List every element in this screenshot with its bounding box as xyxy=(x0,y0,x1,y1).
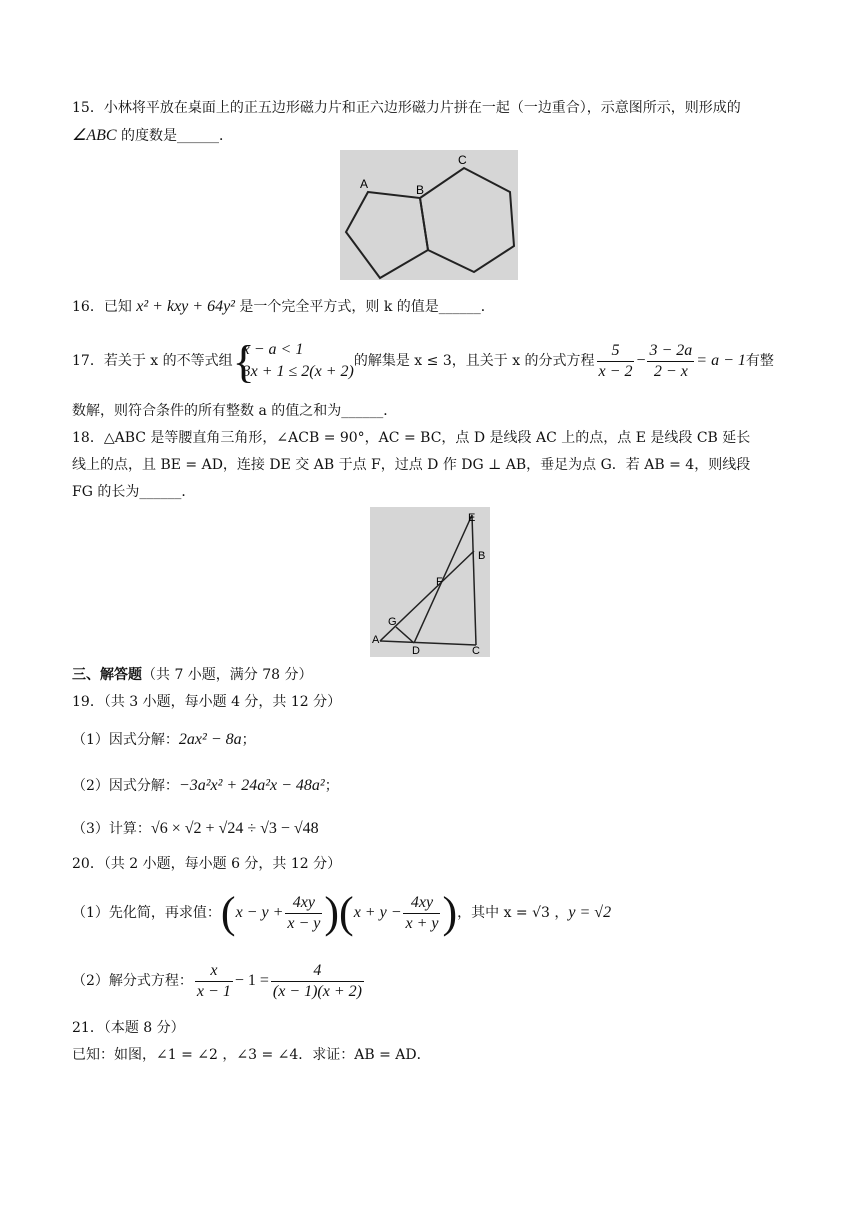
frac1-numerator: 5 xyxy=(611,341,620,359)
pentagon-hexagon-drawing xyxy=(340,150,518,280)
q16-text xyxy=(72,297,495,317)
q20-p2-f1-denominator: x − 1 xyxy=(196,982,231,1000)
q20-p2-f1-numerator: x xyxy=(210,961,218,979)
fraction-5-over-x-2 xyxy=(597,341,635,382)
label-c: C xyxy=(458,153,467,167)
q15-text-line2 xyxy=(72,126,233,146)
section3-title: 三、解答题 xyxy=(72,667,142,683)
fraction-3-2a-over-2-x xyxy=(647,341,694,382)
right-paren-icon-2: ) xyxy=(442,888,458,937)
q20-p2-label: （2）解分式方程： xyxy=(72,973,193,989)
inequality-2: 3x + 1 ≤ 2(x + 2) xyxy=(242,363,354,380)
label-a: A xyxy=(360,177,369,191)
q18-text-line2: 线上的点，且 BE = AD，连接 DE 交 AB 于点 F，过点 D 作 DG ⊥ AB，垂足为点 G．若 AB = 4，则线段 xyxy=(72,457,751,473)
label-e: E xyxy=(468,512,476,524)
q20-p1-y: y = √2 xyxy=(568,904,612,921)
q15-blank-text: 的度数是______． xyxy=(116,128,234,144)
fraction-x-over-x-1 xyxy=(195,961,233,1002)
q16-expression: x² + kxy + 64y² xyxy=(136,298,235,315)
inequality-1: x − a < 1 xyxy=(242,341,304,358)
q20-p2-f2-numerator: 4 xyxy=(313,961,322,979)
q20-p1-label: （1）先化简，再求值： xyxy=(72,905,221,921)
label-g: G xyxy=(388,616,397,628)
fraction-4xy-over-x+y xyxy=(403,893,440,934)
frac2-denominator: 2 − x xyxy=(647,361,694,382)
q17-text-line2: 数解，则符合条件的所有整数 a 的值之和为______． xyxy=(72,403,398,419)
q21-head: 21．（本题 8 分） xyxy=(72,1020,185,1036)
q20-part1 xyxy=(72,888,611,938)
q19-head: 19．（共 3 小题，每小题 4 分，共 12 分） xyxy=(72,694,342,710)
q20-p2-mid: − 1 = xyxy=(234,972,269,989)
hexagon-shape xyxy=(420,168,514,272)
q20-f1-denominator: x − y xyxy=(287,914,321,932)
q20-head: 20．（共 2 小题，每小题 6 分，共 12 分） xyxy=(72,856,342,872)
left-paren-icon: ( xyxy=(220,888,236,937)
label-a2: A xyxy=(372,634,380,646)
q19-p1-expr: 2ax² − 8a xyxy=(178,731,242,748)
minus-sign: − xyxy=(636,352,646,369)
brace-icon: { xyxy=(232,336,255,387)
label-b2: B xyxy=(478,550,486,562)
pentagon-hexagon-figure xyxy=(340,150,518,280)
q17-mid: 的解集是 x ≤ 3，且关于 x 的分式方程 xyxy=(353,353,595,369)
q19-p2-end: ； xyxy=(324,778,339,794)
section3-note: （共 7 小题，满分 78 分） xyxy=(142,667,313,683)
q20-p2-f2-denominator: (x − 1)(x + 2) xyxy=(272,982,362,1000)
frac2-numerator: 3 − 2a xyxy=(649,341,693,359)
q19-part3 xyxy=(72,819,319,839)
q19-p1-label: （1）因式分解： xyxy=(72,732,179,748)
q18-text-line3: FG 的长为______． xyxy=(72,484,196,500)
q20-part2 xyxy=(72,956,366,1006)
q16-suffix: 是一个完全平方式，则 k 的值是______． xyxy=(234,299,495,315)
q19-p3-expr: √6 × √2 + √24 ÷ √3 − √48 xyxy=(150,820,319,837)
label-b: B xyxy=(416,183,425,197)
pentagon-shape xyxy=(346,192,428,278)
q20-f2-denominator: x + y xyxy=(405,914,439,932)
q20-p1-b: x + y − xyxy=(353,904,402,921)
angle-abc: ∠ABC xyxy=(72,127,117,144)
right-paren-icon: ) xyxy=(324,888,340,937)
q20-f1-numerator: 4xy xyxy=(292,893,315,911)
q21-body: 已知：如图，∠1 = ∠2 ，∠3 = ∠4．求证：AB = AD． xyxy=(72,1047,431,1063)
q17-rhs: = a − 1 xyxy=(696,352,746,369)
q17-end: 有整 xyxy=(745,353,774,369)
q20-p1-where: ，其中 x = √3 ， xyxy=(457,905,569,921)
q17-prefix: 17．若关于 x 的不等式组 xyxy=(72,353,233,369)
label-c2: C xyxy=(472,645,480,657)
q19-part1 xyxy=(72,730,256,750)
q17-text-line1 xyxy=(72,336,774,386)
q19-p3-label: （3）计算： xyxy=(72,821,151,837)
q20-p1-a: x − y + xyxy=(235,904,284,921)
q16-prefix: 16．已知 xyxy=(72,299,137,315)
q20-f2-numerator: 4xy xyxy=(410,893,434,911)
q19-p2-label: （2）因式分解： xyxy=(72,778,179,794)
label-d: D xyxy=(412,645,420,657)
fraction-4xy-over-x-y xyxy=(285,893,322,934)
q18-text-line1: 18．△ABC 是等腰直角三角形，∠ACB = 90°，AC = BC，点 D 是线段 AC 上的点，点 E 是线段 CB 延长 xyxy=(72,430,751,446)
q19-part2 xyxy=(72,776,339,796)
frac1-denominator: x − 2 xyxy=(598,362,633,380)
triangle-drawing xyxy=(370,507,490,657)
inequality-system xyxy=(232,336,354,387)
q15-text-line1: 15．小林将平放在桌面上的正五边形磁力片和正六边形磁力片拼在一起（一边重合），示意图所示，则形成的 xyxy=(72,100,741,116)
label-f: F xyxy=(436,576,443,588)
left-paren-icon-2: ( xyxy=(339,888,354,937)
fraction-4-over-product xyxy=(271,961,364,1002)
triangle-figure xyxy=(370,507,490,657)
section3-heading xyxy=(72,665,313,685)
q19-p1-end: ； xyxy=(241,732,256,748)
q19-p2-expr: −3a²x² + 24a²x − 48a² xyxy=(178,777,325,794)
